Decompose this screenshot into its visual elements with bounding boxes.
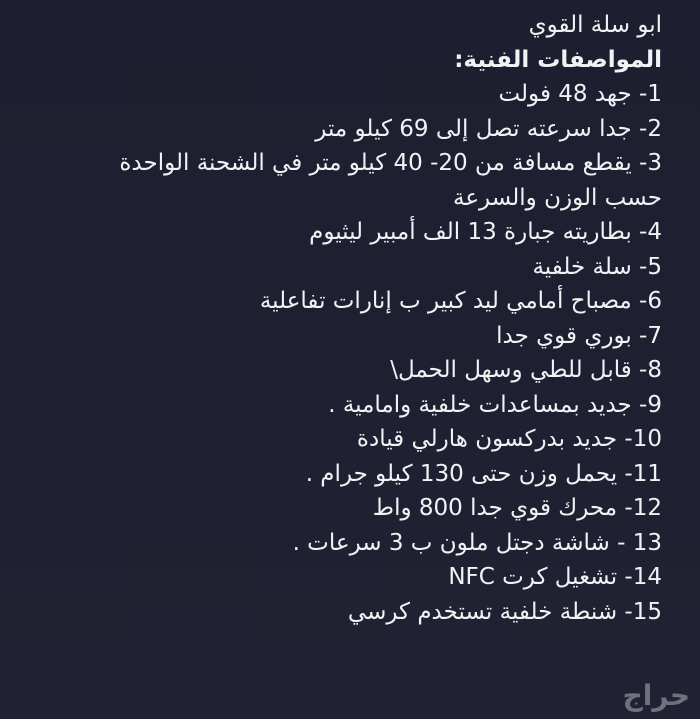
listing-description [22,8,662,629]
spec-line: 8- قابل للطي وسهل الحمل\ [390,357,662,383]
spec-line: 4- بطاريته جبارة 13 الف أمبير ليثيوم [309,219,662,245]
specs-heading: المواصفات الفنية: [454,46,662,73]
spec-line: حسب الوزن والسرعة [453,184,662,211]
spec-line: 12- محرك قوي جدا 800 واط [372,495,662,521]
spec-line: 9- جديد بمساعدات خلفية وامامية . [328,391,662,418]
spec-line: 2- جدا سرعته تصل إلى 69 كيلو متر [315,115,662,142]
spec-line: 7- بوري قوي جدا [496,322,662,349]
spec-line: 11- يحمل وزن حتى 130 كيلو جرام . [305,460,662,487]
spec-line: 15- شنطة خلفية تستخدم كرسي [347,598,662,625]
spec-line: 10- جديد بدركسون هارلي قيادة [356,426,662,452]
spec-line: 6- مصباح أمامي ليد كبير ب إنارات تفاعلية [259,288,662,314]
haraj-watermark-logo: حراج [622,679,690,712]
spec-line: 14- تشغيل كرت NFC [448,564,662,590]
spec-line: 3- يقطع مسافة من 20- 40 كيلو متر في الشحنة الواحدة [119,150,662,176]
spec-line: 1- جهد 48 فولت [498,81,662,107]
spec-line: 13 - شاشة دجتل ملون ب 3 سرعات . [292,529,662,556]
listing-title: ابو سلة القوي [528,12,662,38]
spec-line: 5- سلة خلفية [532,253,662,280]
